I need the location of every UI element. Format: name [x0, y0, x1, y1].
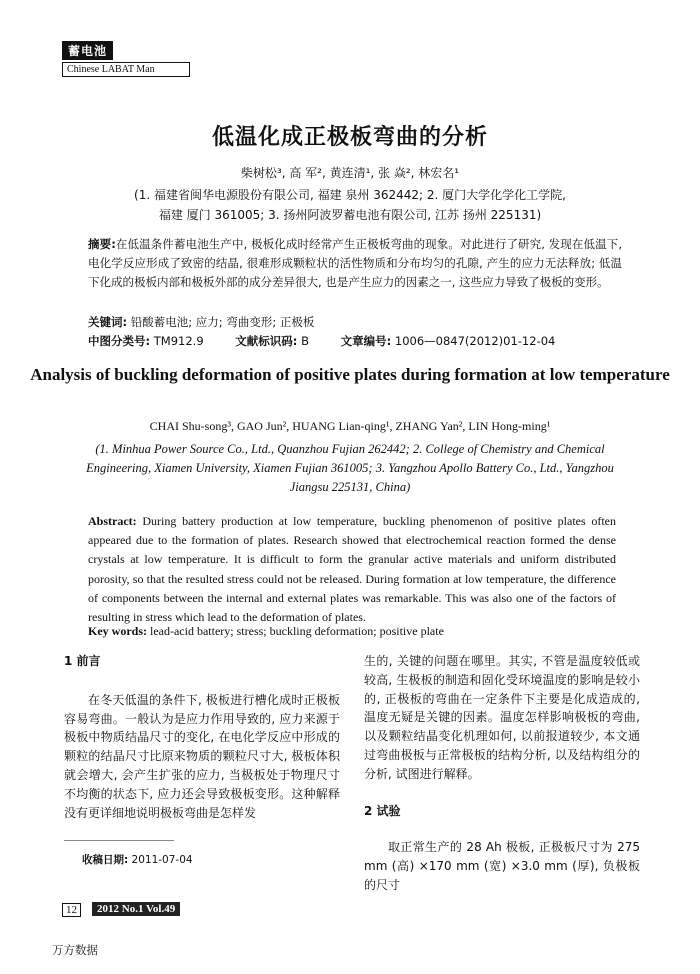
classification-line	[88, 333, 555, 349]
keywords-cn-label: 关键词:	[88, 315, 128, 329]
journal-logo-en: Chinese LABAT Man	[62, 62, 190, 77]
section-1-paragraph: 在冬天低温的条件下, 极板进行槽化成时正极板容易弯曲。一般认为是应力作用导致的, 应力来源于极板中物质结晶尺寸的变化, 在电化学反应中形成的颗粒的结晶尺寸比原来物质的颗粒尺寸大, 极板体积就会增大, 会产生扩张的应力, 当极板处于物理尺寸不均衡的状态下, 应力还会导致极板变形。这种解释没有更详细地说明极板弯曲是怎样发	[64, 692, 340, 820]
section-2-heading: 2 试验	[364, 803, 401, 818]
article-no-value: 1006—0847(2012)01-12-04	[394, 334, 556, 348]
article-no-label: 文章编号:	[340, 334, 392, 348]
received-date-value: 2011-07-04	[131, 854, 193, 866]
journal-logo-cn: 蓄电池	[62, 41, 113, 60]
keywords-en	[88, 624, 444, 639]
body-left-column	[64, 652, 340, 822]
abstract-en	[88, 512, 616, 627]
abstract-cn-label: 摘要:	[88, 237, 116, 251]
footnote-divider	[64, 840, 174, 841]
paper-title-en: Analysis of buckling deformation of positive plates during formation at low temperature	[30, 365, 670, 384]
received-date	[82, 852, 193, 867]
doc-code-label: 文献标识码:	[235, 334, 298, 348]
keywords-cn-text: 铅酸蓄电池; 应力; 弯曲变形; 正极板	[130, 315, 315, 329]
authors-cn: 柴树松³, 高 军², 黄连清¹, 张 焱², 林宏名¹	[240, 166, 460, 180]
journal-logo	[62, 40, 190, 77]
paper-title-cn: 低温化成正极板弯曲的分析	[211, 125, 488, 150]
affiliations-en: (1. Minhua Power Source Co., Ltd., Quanzhou Fujian 262442; 2. College of Chemistry and Chemical Engineering, Xiamen University, Xiamen Fujian 361005; 3. Yangzhou Apollo Battery Co., Ltd., Yangzhou Jiangsu 225131, China)	[86, 442, 614, 494]
affiliation-cn-line-1: (1. 福建省闽华电源股份有限公司, 福建 泉州 362442; 2. 厦门大学化学化工学院,	[134, 188, 566, 202]
page-number: 12	[62, 903, 81, 917]
affiliation-cn-line-2: 福建 厦门 361005; 3. 扬州阿波罗蓄电池有限公司, 江苏 扬州 225131)	[158, 208, 542, 222]
abstract-en-label: Abstract:	[88, 514, 137, 528]
abstract-cn	[88, 235, 622, 292]
keywords-en-label: Key words:	[88, 624, 147, 638]
clc-label: 中图分类号:	[88, 334, 151, 348]
keywords-en-text: lead-acid battery; stress; buckling deformation; positive plate	[150, 624, 444, 638]
right-column-paragraph-1: 生的, 关键的问题在哪里。其实, 不管是温度较低或较高, 生极板的制造和固化受环境温度的影响是较小的, 正极板的弯曲在一定条件下主要是化成造成的, 温度无疑是关键的因素。温度怎样影响极板的弯曲, 以及颗粒结晶变化机理如何, 以前报道较少, 本文通过弯曲极板与正常极板的结构分析, 以及结构组分的分析, 试图进行解释。	[364, 654, 640, 781]
journal-issue-badge: 2012 No.1 Vol.49	[92, 902, 180, 916]
authors-en: CHAI Shu-song³, GAO Jun², HUANG Lian-qing¹, ZHANG Yan², LIN Hong-ming¹	[149, 419, 551, 433]
clc-value: TM912.9	[153, 334, 204, 348]
abstract-cn-text: 在低温条件蓄电池生产中, 极板化成时经常产生正极板弯曲的现象。对此进行了研究, 发现在低温下, 电化学反应形成了致密的结晶, 很难形成颗粒状的活性物质和分布均匀的孔隙, 产生的应力无法释放; 低温下化成的极板内部和极板外部的成分差异很大, 也是产生应力的因素之一, 这些应力导致了极板的变形。	[88, 237, 622, 289]
abstract-en-text: During battery production at low temperature, buckling phenomenon of positive plates often appeared due to the formation of plates. Research showed that electrochemical reaction formed the dense crystals at low temperature. It is difficult to form the granular active materials and uniform distributed porosity, so that the resulted stress could not be released. During formation at low temperature, the difference of components between the internal and external plates was remarkable. This was also one of the factors of resulting in stress which lead to the deformation of plates.	[88, 514, 617, 625]
doc-code-value: B	[301, 334, 309, 348]
body-right-column	[364, 652, 640, 895]
section-1-heading: 1 前言	[64, 654, 101, 668]
source-watermark: 万方数据	[52, 943, 98, 957]
section-2-paragraph: 取正常生产的 28 Ah 极板, 正极板尺寸为 275 mm (高) ×170 mm (宽) ×3.0 mm (厚), 负极板的尺寸	[364, 840, 640, 892]
keywords-cn	[88, 314, 314, 330]
received-date-label: 收稿日期:	[82, 854, 129, 866]
